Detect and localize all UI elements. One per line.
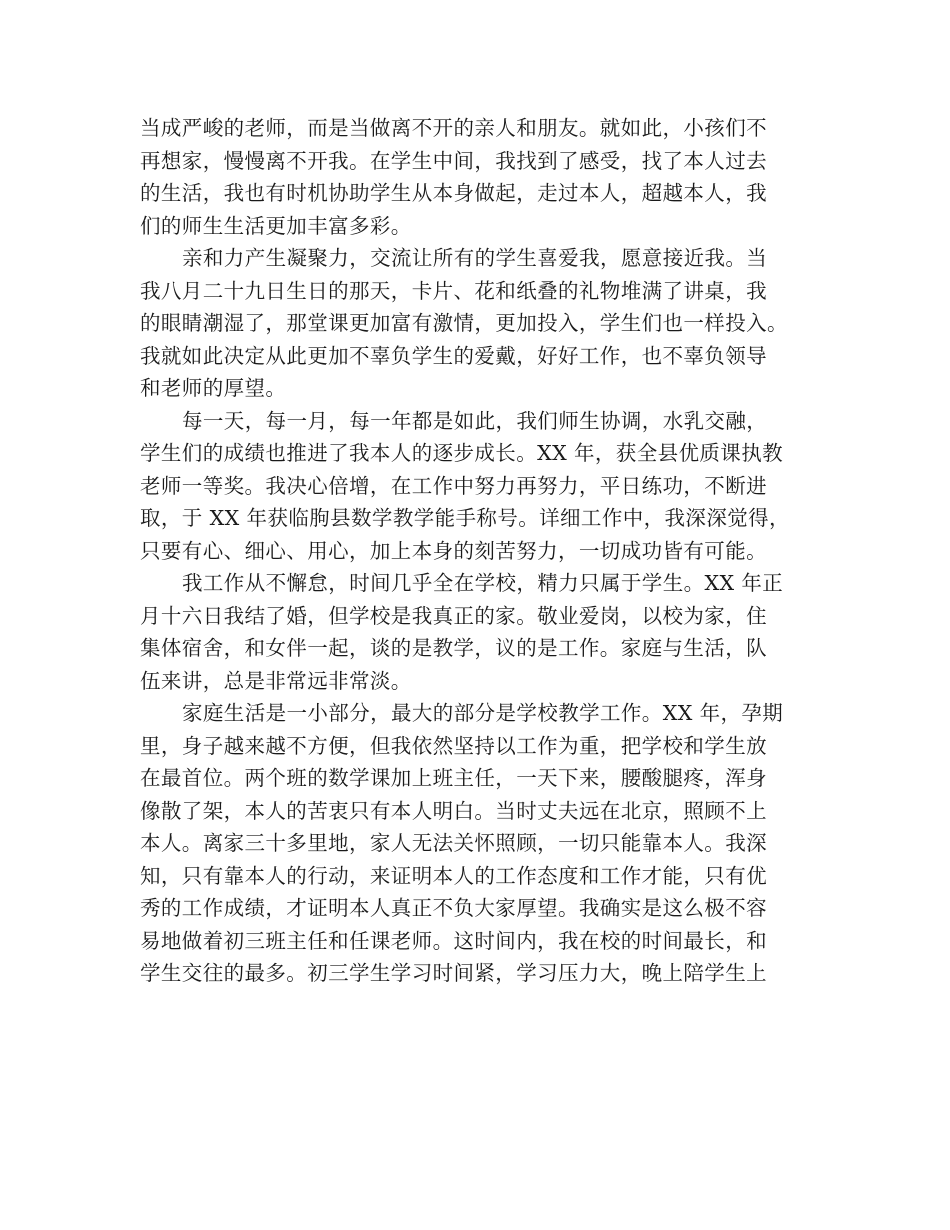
text-line: 的眼睛潮湿了，那堂课更加富有激情，更加投入，学生们也一样投入。: [140, 311, 788, 335]
text-line: 取，于 XX 年获临朐县数学教学能手称号。详细工作中，我深深觉得，: [140, 506, 790, 530]
text-line: 的生活，我也有时机协助学生从本身做起，走过本人，超越本人，我: [140, 181, 767, 205]
text-line: 知，只有靠本人的行动，来证明本人的工作态度和工作才能，只有优: [140, 863, 767, 888]
text-line: 再想家，慢慢离不开我。在学生中间，我找到了感受，找了本人过去: [140, 148, 767, 173]
text-line: 当成严峻的老师，而是当做离不开的亲人和朋友。就如此，小孩们不: [140, 116, 767, 140]
text-line: 集体宿舍，和女伴一起，谈的是教学，议的是工作。家庭与生活，队: [140, 636, 767, 660]
paragraph: [140, 405, 820, 568]
text-line: 我八月二十九日生日的那天，卡片、花和纸叠的礼物堆满了讲桌，我: [140, 278, 767, 303]
paragraph: [140, 242, 820, 405]
document-page: [140, 112, 820, 990]
text-line: 在最首位。两个班的数学课加上班主任，一天下来，腰酸腿疼，浑身: [140, 766, 767, 790]
text-line: 月十六日我结了婚，但学校是我真正的家。敬业爱岗，以校为家，住: [140, 603, 767, 628]
text-line: 亲和力产生凝聚力，交流让所有的学生喜爱我，愿意接近我。当: [182, 246, 768, 270]
text-line: 我工作从不懈怠，时间几乎全在学校，精力只属于学生。XX 年正: [182, 571, 784, 595]
text-line: 和老师的厚望。: [140, 376, 287, 400]
text-line: 像散了架，本人的苦衷只有本人明白。当时丈夫远在北京，照顾不上: [140, 798, 767, 823]
text-line: 易地做着初三班主任和任课老师。这时间内，我在校的时间最长，和: [140, 928, 767, 953]
text-line: 家庭生活是一小部分，最大的部分是学校教学工作。XX 年，孕期: [182, 701, 784, 725]
text-line: 每一天，每一月，每一年都是如此，我们师生协调，水乳交融，: [182, 408, 768, 433]
paragraph: [140, 112, 820, 242]
paragraph: [140, 567, 820, 697]
text-line: 老师一等奖。我决心倍增，在工作中努力再努力，平日练功，不断进: [140, 473, 767, 498]
text-line: 学生交往的最多。初三学生学习时间紧，学习压力大，晚上陪学生上: [140, 961, 767, 985]
paragraph: [140, 697, 820, 990]
text-line: 伍来讲，总是非常远非常淡。: [140, 668, 412, 693]
text-line: 里，身子越来越不方便，但我依然坚持以工作为重，把学校和学生放: [140, 733, 767, 758]
text-line: 们的师生生活更加丰富多彩。: [140, 213, 412, 238]
text-line: 只要有心、细心、用心，加上本身的刻苦努力，一切成功皆有可能。: [140, 538, 767, 563]
text-line: 我就如此决定从此更加不辜负学生的爱戴，好好工作，也不辜负领导: [140, 343, 767, 368]
text-line: 学生们的成绩也推进了我本人的逐步成长。XX 年，获全县优质课执教: [140, 441, 784, 465]
text-line: 本人。离家三十多里地，家人无法关怀照顾，一切只能靠本人。我深: [140, 831, 767, 855]
text-line: 秀的工作成绩，才证明本人真正不负大家厚望。我确实是这么极不容: [140, 896, 767, 920]
